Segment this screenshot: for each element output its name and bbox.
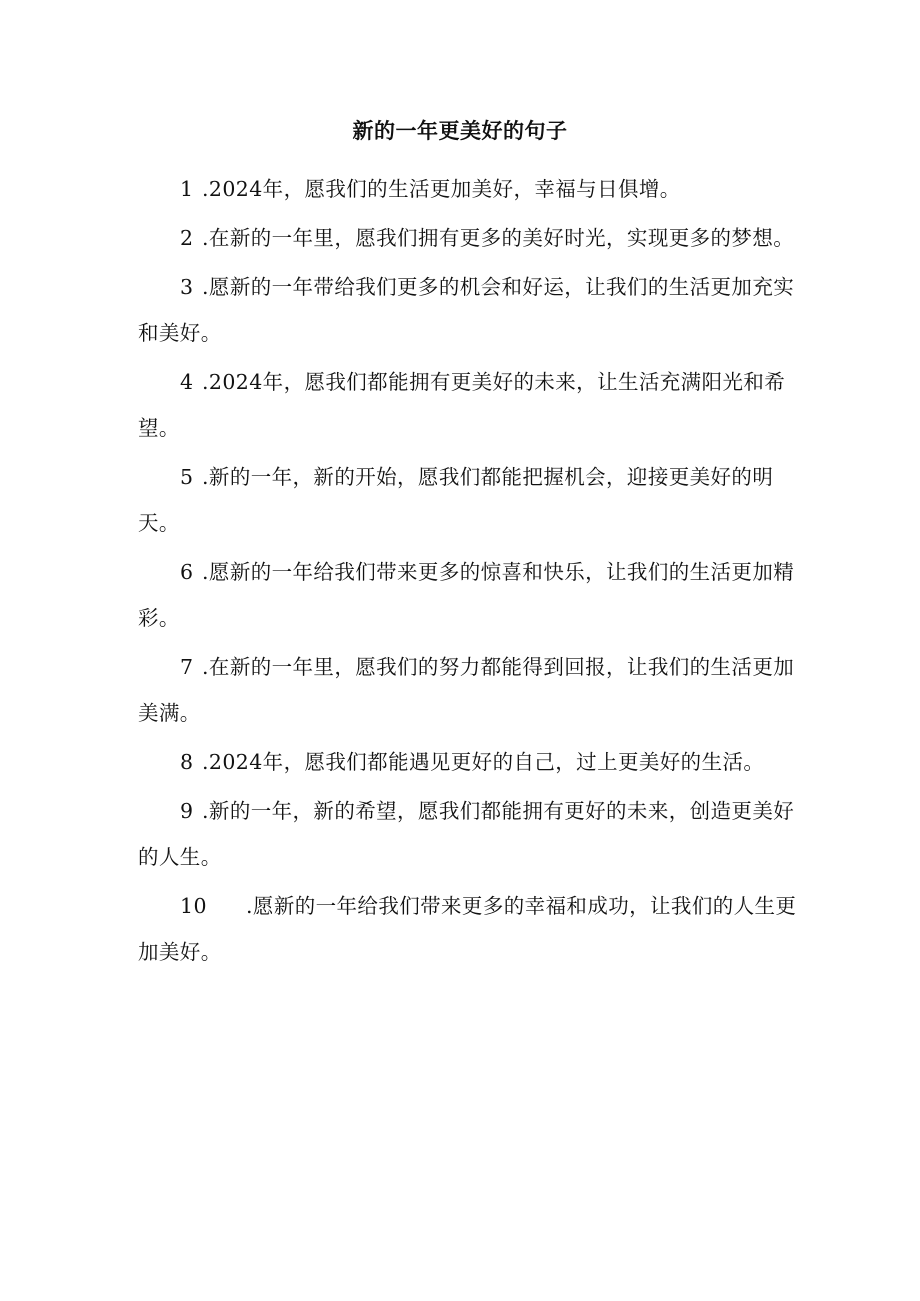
item-number: 8 bbox=[180, 750, 194, 774]
item-text: .愿新的一年带给我们更多的机会和好运，让我们的生活更加充实和美好。 bbox=[138, 275, 795, 345]
item-text: .愿新的一年给我们带来更多的惊喜和快乐，让我们的生活更加精彩。 bbox=[138, 560, 795, 630]
item-text: .新的一年，新的希望，愿我们都能拥有更好的未来，创造更美好的人生。 bbox=[138, 799, 795, 869]
item-text: .在新的一年里，愿我们的努力都能得到回报，让我们的生活更加美满。 bbox=[138, 655, 795, 725]
list-item bbox=[138, 739, 798, 785]
item-text: .2024年，愿我们的生活更加美好，幸福与日俱增。 bbox=[202, 177, 681, 201]
item-number: 10 bbox=[180, 894, 207, 918]
list-item bbox=[138, 264, 798, 356]
item-number: 7 bbox=[180, 655, 194, 679]
item-number: 9 bbox=[180, 799, 194, 823]
item-text: .2024年，愿我们都能拥有更美好的未来，让生活充满阳光和希望。 bbox=[138, 370, 786, 440]
list-item bbox=[138, 644, 798, 736]
item-number: 2 bbox=[180, 226, 194, 250]
list-item bbox=[138, 215, 798, 261]
item-text: .新的一年，新的开始，愿我们都能把握机会，迎接更美好的明天。 bbox=[138, 465, 774, 535]
list-item bbox=[138, 359, 798, 451]
list-item bbox=[138, 883, 798, 975]
document-title: 新的一年更美好的句子 bbox=[352, 118, 568, 143]
sentence-list bbox=[138, 166, 798, 978]
list-item bbox=[138, 166, 798, 212]
list-item bbox=[138, 549, 798, 641]
item-number: 4 bbox=[180, 370, 194, 394]
item-text: .2024年，愿我们都能遇见更好的自己，过上更美好的生活。 bbox=[202, 750, 765, 774]
list-item bbox=[138, 454, 798, 546]
item-number: 5 bbox=[180, 465, 194, 489]
item-number: 1 bbox=[180, 177, 194, 201]
list-item bbox=[138, 788, 798, 880]
item-number: 6 bbox=[180, 560, 194, 584]
item-number: 3 bbox=[180, 275, 194, 299]
item-text: .愿新的一年给我们带来更多的幸福和成功，让我们的人生更加美好。 bbox=[138, 894, 797, 964]
item-text: .在新的一年里，愿我们拥有更多的美好时光，实现更多的梦想。 bbox=[202, 226, 795, 250]
